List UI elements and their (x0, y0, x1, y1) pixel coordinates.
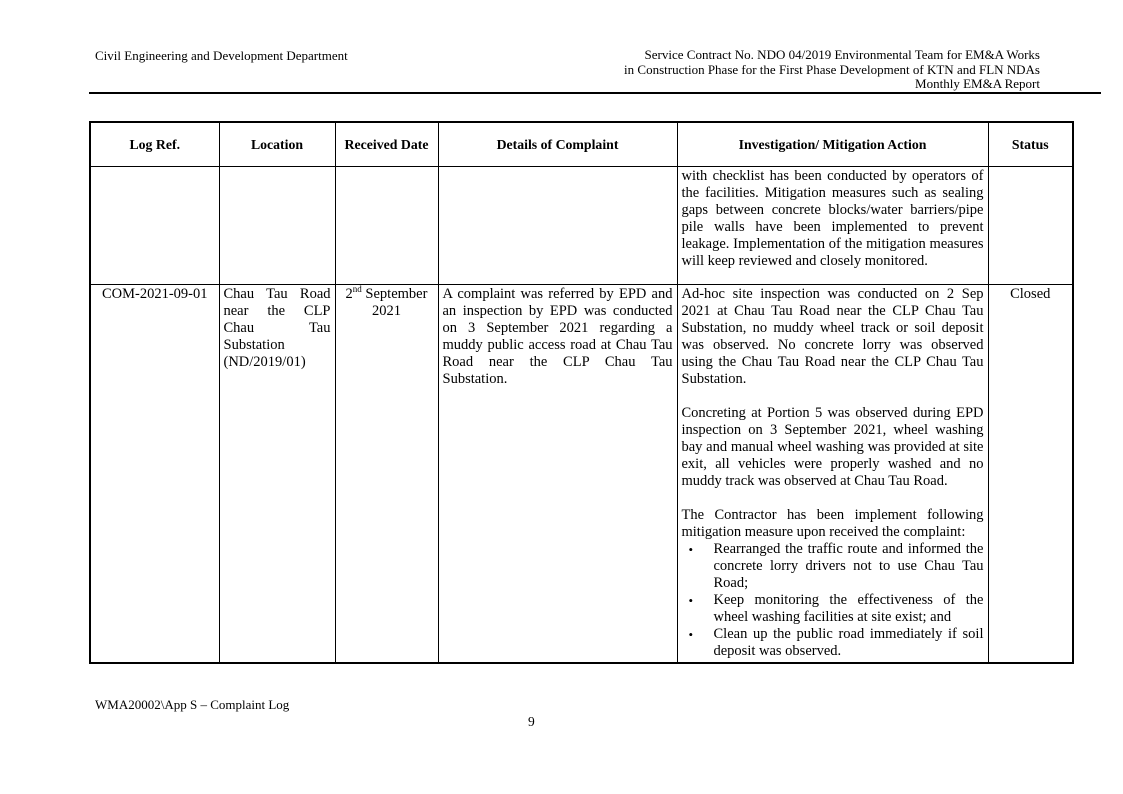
table-row-complaint (90, 284, 1073, 663)
header-divider-rule (89, 92, 1101, 94)
cell-location-empty (219, 166, 335, 284)
bullet-icon: • (688, 626, 694, 642)
bullet-text: Clean up the public road immediately if soil deposit was observed. (713, 625, 984, 659)
header-department: Civil Engineering and Development Department (95, 48, 348, 63)
column-header-location: Location (219, 122, 335, 166)
table-row-continuation (90, 166, 1073, 284)
cell-investigation-continued (677, 166, 988, 284)
investigation-paragraph-3: The Contractor has been implement following mitigation measure upon received the complaint: (681, 506, 984, 540)
column-header-status: Status (988, 122, 1073, 166)
header-contract-info (624, 48, 1040, 92)
bullet-text: Keep monitoring the effectiveness of the wheel washing facilities at site exist; and (713, 591, 984, 625)
column-header-investigation: Investigation/ Mitigation Action (677, 122, 988, 166)
cell-details-empty (438, 166, 677, 284)
mitigation-bullet-2 (682, 592, 984, 626)
bullet-icon: • (688, 541, 694, 557)
cell-status-empty (988, 166, 1073, 284)
column-header-received-date: Received Date (335, 122, 438, 166)
cell-log-ref-empty (90, 166, 219, 284)
complaint-log-table (89, 121, 1074, 664)
column-header-log-ref: Log Ref. (90, 122, 219, 166)
cell-details: A complaint was referred by EPD and an inspection by EPD was conducted on 3 September 2021 regarding a muddy public access road at Chau Tau Road near the CLP Chau Tau Substation. (438, 284, 677, 663)
cell-status: Closed (988, 284, 1073, 663)
investigation-paragraph-1: Ad-hoc site inspection was conducted on 2 Sep 2021 at Chau Tau Road near the CLP Chau Tau Substation, no muddy wheel track or soil deposit was observed. No concrete lorry was observed using the Chau Tau Road near the CLP Chau Tau Substation. (681, 285, 984, 387)
mitigation-bullet-1 (682, 541, 984, 592)
header-contract-line-2: in Construction Phase for the First Phase Development of KTN and FLN NDAs (624, 61, 1040, 77)
bullet-text: Rearranged the traffic route and informed the concrete lorry drivers not to use Chau Tau Road; (713, 540, 984, 591)
bullet-icon: • (688, 592, 694, 608)
mitigation-bullet-3 (682, 626, 984, 660)
investigation-continued-text: with checklist has been conducted by operators of the facilities. Mitigation measures such as sealing gaps between concrete blocks/water barriers/pipe pile walls have been implemented to prevent leakage. Implementation of the mitigation measures will keep reviewed and closely monitored. (681, 167, 984, 269)
column-header-details: Details of Complaint (438, 122, 677, 166)
footer-document-reference: WMA20002\App S – Complaint Log (95, 697, 290, 712)
cell-location: Chau Tau Road near the CLP Chau Tau Substation (ND/2019/01) (219, 284, 335, 663)
table-header-row (90, 122, 1073, 166)
cell-log-ref: COM-2021-09-01 (90, 284, 219, 663)
header-contract-line-1: Service Contract No. NDO 04/2019 Environmental Team for EM&A Works (644, 47, 1040, 62)
cell-received-date (335, 284, 438, 663)
header-report-title: Monthly EM&A Report (915, 76, 1040, 92)
investigation-paragraph-2: Concreting at Portion 5 was observed during EPD inspection on 3 September 2021, wheel washing bay and manual wheel washing was provided at site exit, all vehicles were properly washed and no muddy track was observed at Chau Tau Road. (681, 404, 984, 489)
cell-investigation (677, 284, 988, 663)
received-date-ordinal: nd (352, 283, 362, 294)
received-date-rest: September 2021 (361, 285, 428, 319)
cell-received-date-empty (335, 166, 438, 284)
footer-page-number: 9 (528, 714, 535, 729)
received-date-day: 2 (345, 285, 353, 302)
